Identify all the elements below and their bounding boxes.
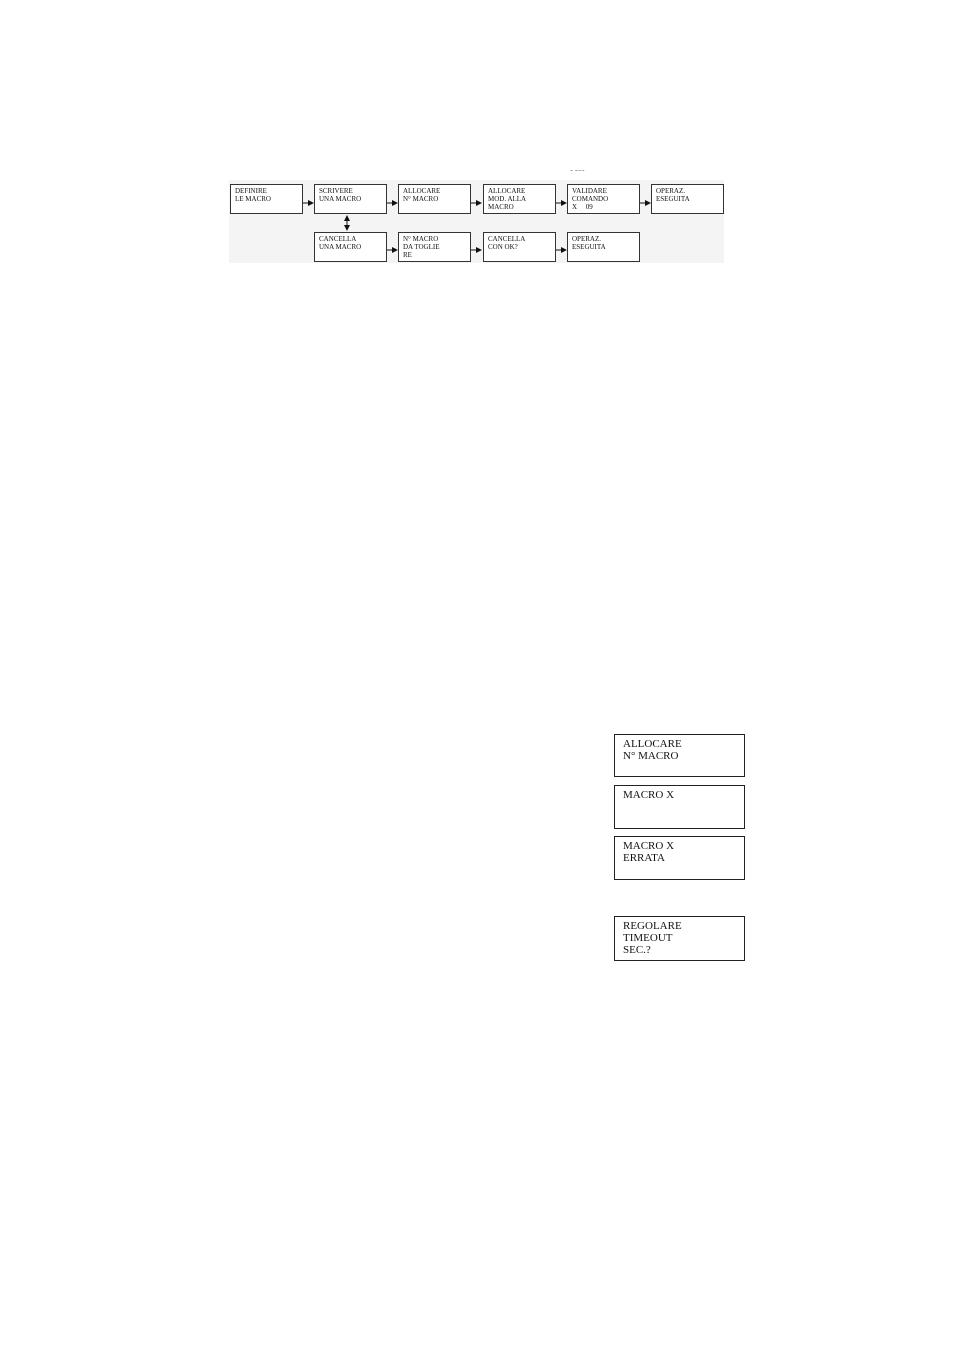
flow-box-line: CANCELLA	[488, 235, 526, 243]
flow-box-line: DA TOGLIE	[403, 243, 440, 251]
flow-box-n-macro-togliere	[398, 232, 471, 262]
flow-box-cancella	[314, 232, 387, 262]
flow-box-line: N° MACRO	[403, 235, 439, 243]
flow-box-line: RE	[403, 251, 412, 259]
display-macro-x	[614, 785, 745, 829]
flow-box-line: LE MACRO	[235, 195, 271, 203]
flow-box-line: MACRO	[488, 203, 514, 211]
flow-box-line: OPERAZ.	[572, 235, 601, 243]
flow-box-scrivere	[314, 184, 387, 214]
flow-box-operaz-2	[567, 232, 640, 262]
flow-box-line: DEFINIRE	[235, 187, 267, 195]
display-line: ALLOCARE	[623, 738, 682, 750]
flow-box-line: ALLOCARE	[403, 187, 441, 195]
display-macro-errata	[614, 836, 745, 880]
flow-box-definire	[230, 184, 303, 214]
flow-box-line: VALIDARE	[572, 187, 607, 195]
flow-box-line: SCRIVERE	[319, 187, 353, 195]
flow-box-allocare-n	[398, 184, 471, 214]
flow-box-operaz-1	[651, 184, 724, 214]
flow-box-line: ESEGUITA	[656, 195, 690, 203]
flow-box-line: ALLOCARE	[488, 187, 526, 195]
flow-box-line: OPERAZ.	[656, 187, 685, 195]
display-line: MACRO X	[623, 789, 675, 801]
display-line: ERRATA	[623, 852, 665, 864]
flow-box-cancella-ok	[483, 232, 556, 262]
display-timeout	[614, 916, 745, 961]
display-line: N° MACRO	[623, 750, 679, 762]
flow-box-line: X 09	[572, 203, 593, 211]
flow-box-line: CANCELLA	[319, 235, 357, 243]
flow-box-line: ESEGUITA	[572, 243, 606, 251]
flow-box-line: UNA MACRO	[319, 195, 362, 203]
flow-box-line: UNA MACRO	[319, 243, 362, 251]
flow-box-validare	[567, 184, 640, 214]
flow-box-line: MOD. ALLA	[488, 195, 527, 203]
flow-box-line: N° MACRO	[403, 195, 439, 203]
display-line: SEC.?	[623, 944, 651, 956]
flow-box-line: COMANDO	[572, 195, 609, 203]
flow-box-allocare-mod	[483, 184, 556, 214]
display-line: MACRO X	[623, 840, 675, 852]
flow-box-line: CON OK?	[488, 243, 518, 251]
display-allocare	[614, 734, 745, 777]
display-line: TIMEOUT	[623, 932, 673, 944]
display-line: REGOLARE	[623, 920, 682, 932]
top-note: ~ ~~~	[570, 168, 585, 173]
flowchart-background	[229, 180, 724, 263]
